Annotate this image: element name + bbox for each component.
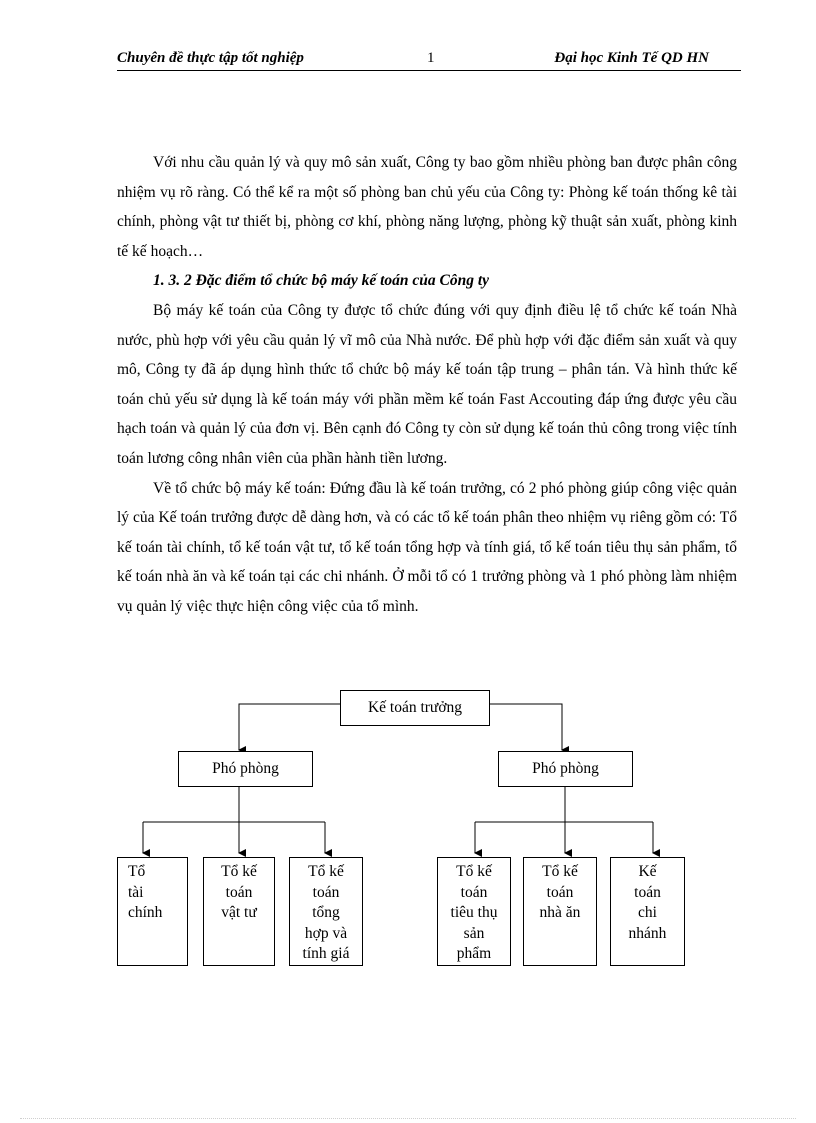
paragraph: Với nhu cầu quản lý và quy mô sản xuất, Công ty bao gồm nhiều phòng ban được phân công nhiệm vụ rõ ràng. Có thể kể ra một số phòng ban chủ yếu của Công ty: Phòng kế toán thống kê tài chính, phòng vật tư thiết bị, phòng cơ khí, phòng năng lượng, phòng kỹ thuật sản xuất, phòng kinh tế kế hoạch… — [117, 154, 737, 260]
document-body — [117, 148, 737, 622]
deputy-right-box: Phó phòng — [498, 751, 633, 787]
page-header — [117, 48, 741, 71]
header-left: Chuyên đề thực tập tốt nghiệp — [117, 50, 304, 66]
page-bottom-border — [20, 1118, 796, 1119]
unit-general-pricing-box: Tổ kế toán tổng hợp và tính giá — [289, 857, 363, 966]
page-number: 1 — [427, 50, 435, 66]
section-heading: 1. 3. 2 Đặc điểm tổ chức bộ máy kế toán của Công ty — [153, 272, 490, 290]
unit-sales-box: Tổ kế toán tiêu thụ sản phẩm — [437, 857, 511, 966]
unit-branch-box: Kế toán chi nhánh — [610, 857, 685, 966]
unit-canteen-box: Tổ kế toán nhà ăn — [523, 857, 597, 966]
chief-accountant-box: Kế toán trưởng — [340, 690, 490, 726]
deputy-left-box: Phó phòng — [178, 751, 313, 787]
header-right: Đại học Kinh Tế QD HN — [554, 50, 709, 66]
unit-materials-box: Tổ kế toán vật tư — [203, 857, 275, 966]
unit-finance-box: Tổ tài chính — [117, 857, 188, 966]
paragraph: Bộ máy kế toán của Công ty được tổ chức đúng với quy định điều lệ tổ chức kế toán Nhà nước, phù hợp với yêu cầu quản lý vĩ mô của Nhà nước. Để phù hợp với đặc điểm sản xuất và quy mô, Công ty đã áp dụng hình thức tổ chức bộ máy kế toán tập trung – phân tán. Và hình thức kế toán chủ yếu sử dụng là kế toán máy với phần mềm kế toán Fast Accouting đáp ứng được yêu cầu hạch toán và quản lý của đơn vị. Bên cạnh đó Công ty còn sử dụng kế toán thủ công trong việc tính toán lương công nhân viên của phần hành tiền lương. — [117, 301, 737, 467]
paragraph: Về tổ chức bộ máy kế toán: Đứng đầu là kế toán trưởng, có 2 phó phòng giúp công việc quản lý của Kế toán trưởng được dễ dàng hơn, và có các tổ kế toán phân theo nhiệm vụ riêng gồm có: Tổ kế toán tài chính, tổ kế toán vật tư, tổ kế toán tổng hợp và tính giá, tổ kế toán tiêu thụ sản phẩm, tổ kế toán nhà ăn và kế toán tại các chi nhánh. Ở mỗi tổ có 1 trưởng phòng và 1 phó phòng làm nhiệm vụ quản lý việc thực hiện công việc của tổ mình. — [117, 479, 737, 615]
